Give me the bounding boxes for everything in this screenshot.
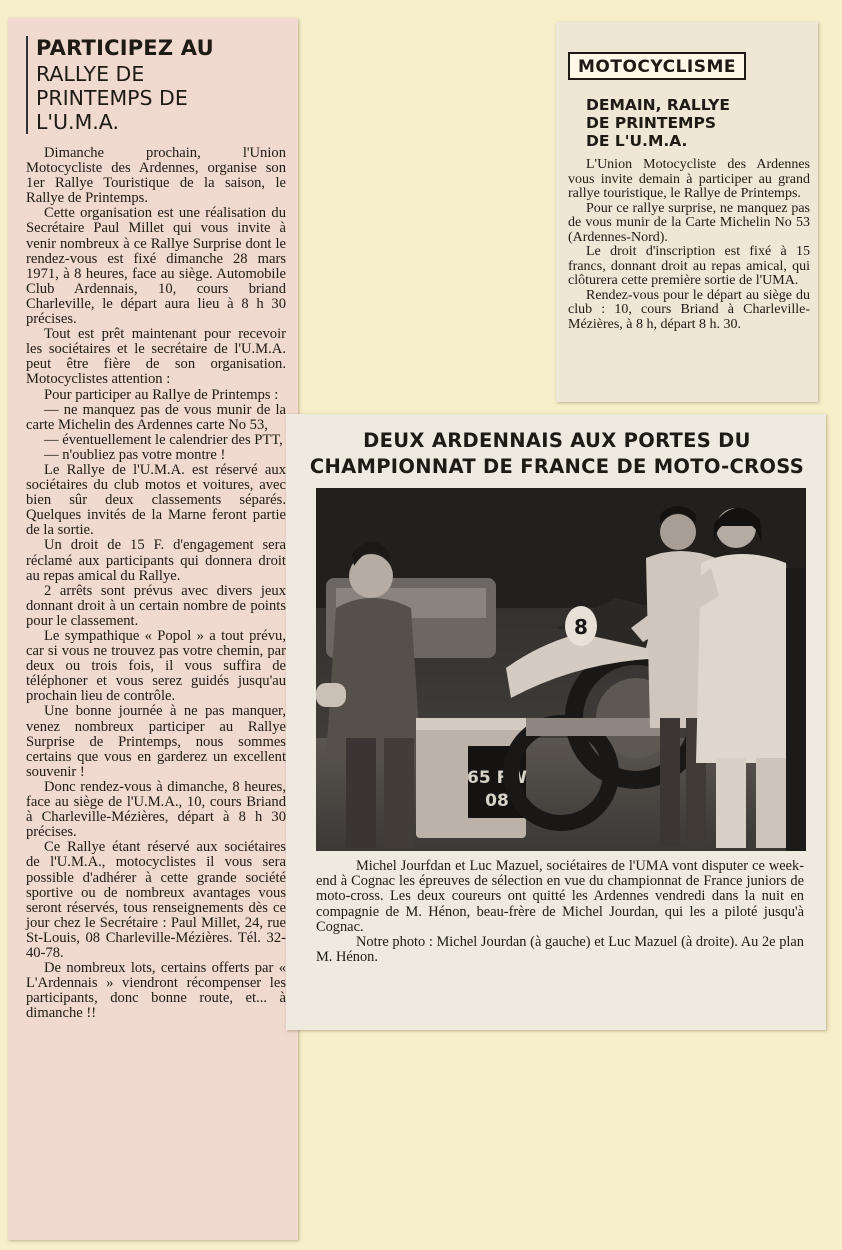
photo-caption	[316, 859, 804, 965]
photo-caption-paragraph: Notre photo : Michel Jourdan (à gauche) et Luc Mazuel (à droite). Au 2e plan M. Hénon.	[316, 934, 804, 966]
right-article-paragraph: Le droit d'inscription est fixé à 15 francs, donnant droit au repas amical, qui clôturera cette première sortie de l'UMA.	[568, 244, 810, 288]
right-article-title-line-3: DE L'U.M.A.	[586, 132, 688, 150]
left-article-paragraph: Une bonne journée à ne pas manquer, venez nombreux participer au Rallye Surprise de Printemps, nous sommes certains que vous en garderez un excellent souvenir !	[26, 703, 286, 780]
bike-number-plate: 8	[574, 615, 588, 639]
left-article-heading	[26, 36, 286, 134]
left-article-paragraph: Tout est prêt maintenant pour recevoir les sociétaires et le secrétaire de l'U.M.A. peut être fière de son organisation. Motocyclistes attention :	[26, 326, 286, 388]
left-article-paragraph: — n'oubliez pas votre montre !	[44, 446, 226, 463]
right-article-title-line-2: DE PRINTEMPS	[586, 114, 716, 132]
motocross-photo	[316, 488, 806, 851]
left-article-paragraph: Donc rendez-vous à dimanche, 8 heures, face au siège de l'U.M.A., 10, cours Briand à Charleville-Mézières, départ à 8 h 30 précises.	[26, 778, 286, 841]
licence-plate-line-2: 08	[485, 791, 509, 811]
section-rubric: MOTOCYCLISME	[568, 52, 746, 80]
right-article-clipping	[556, 22, 818, 402]
right-article-title-line-1: DEMAIN, RALLYE	[586, 96, 730, 114]
left-article-paragraph: — ne manquez pas de vous munir de la carte Michelin des Ardennes carte No 53,	[26, 401, 286, 433]
left-article-paragraph: 2 arrêts sont prévus avec divers jeux donnant droit à un certain nombre de points pour le classement.	[26, 582, 286, 629]
left-article-paragraph: Un droit de 15 F. d'engagement sera réclamé aux participants qui donnera droit au repas amical du Rallye.	[26, 537, 286, 584]
right-article-paragraph: Pour ce rallye surprise, ne manquez pas de vous munir de la Carte Michelin No 53 (Ardennes-Nord).	[568, 200, 810, 245]
left-article-paragraph: Cette organisation est une réalisation du Secrétaire Paul Millet qui vous invite à venir nombreux à ce Rallye Surprise dont le rendez-vous est fixé dimanche 28 mars 1971, à 8 heures, face au siège. Automobile Club Ardennais, 10, cours briand Charleville, le départ aura lieu à 8 h 30 précises.	[26, 205, 286, 328]
photo-article-title-line-1: DEUX ARDENNAIS AUX PORTES DU	[363, 429, 751, 452]
photo-article-clipping	[286, 414, 826, 1030]
left-article-paragraph: Le sympathique « Popol » a tout prévu, car si vous ne trouvez pas votre chemin, par deux ou trois fois, il vous suffira de téléphoner et vous serez guidés jusqu'au prochain lieu de contrôle.	[26, 628, 286, 705]
photo-caption-paragraph: Michel Jourfdan et Luc Mazuel, sociétaires de l'UMA vont disputer ce week-end à Cognac les épreuves de sélection en vue du championnat de France juniors de moto-cross. Les deux coureurs ont quitté les Ardennes vendredi dans la nuit en compagnie de M. Hénon, beau-frère de Michel Jourdan, qui les a piloté jusqu'à Cognac.	[316, 858, 804, 935]
right-article-body	[568, 158, 810, 332]
motocross-photo-illustration	[316, 488, 806, 851]
left-article-paragraph: — éventuellement le calendrier des PTT,	[44, 431, 283, 448]
left-article-body	[26, 146, 286, 1021]
licence-plate-line-1: 65 FW	[467, 768, 527, 788]
left-article-paragraph: Le Rallye de l'U.M.A. est réservé aux sociétaires du club motos et voitures, avec bien sûr deux classements séparés. Quelques invités de la Marne feront partie de la sortie.	[26, 461, 286, 539]
left-article-title-line-3: PRINTEMPS DE	[36, 86, 188, 110]
photo-article-title-line-2: CHAMPIONNAT DE FRANCE DE MOTO-CROSS	[309, 455, 805, 478]
right-article-paragraph: Rendez-vous pour le départ au siège du club : 10, cours Briand à Charleville-Mézières, à 8 h, départ 8 h. 30.	[568, 287, 810, 332]
left-article-title-line-2: RALLYE DE	[36, 62, 145, 86]
left-article-clipping	[8, 18, 298, 1240]
left-article-title-line-1: PARTICIPEZ AU	[36, 36, 214, 60]
left-article-paragraph: Pour participer au Rallye de Printemps :	[44, 386, 279, 403]
left-article-paragraph: De nombreux lots, certains offerts par « L'Ardennais » viendront récompenser les participants, donc bonne route, et... à dimanche !!	[26, 960, 286, 1022]
right-article-paragraph: L'Union Motocycliste des Ardennes vous invite demain à participer au grand rallye touristique, le Rallye de Printemps.	[568, 157, 810, 201]
left-article-title-line-4: L'U.M.A.	[36, 110, 119, 134]
left-article-paragraph: Ce Rallye étant réservé aux sociétaires de l'U.M.A., motocyclistes il vous sera possible d'adhérer à cette grande société sportive ou de nombreux avantages vous seront réservés, tous renseignements dès ce jour chez le Secrétaire : Paul Millet, 24, rue St-Louis, 08 Charleville-Mézières. Tél. 32-40-78.	[26, 839, 286, 961]
left-article-paragraph: Dimanche prochain, l'Union Motocycliste des Ardennes, organise son 1er Rallye Touristique de la saison, le Rallye de Printemps.	[26, 145, 286, 207]
